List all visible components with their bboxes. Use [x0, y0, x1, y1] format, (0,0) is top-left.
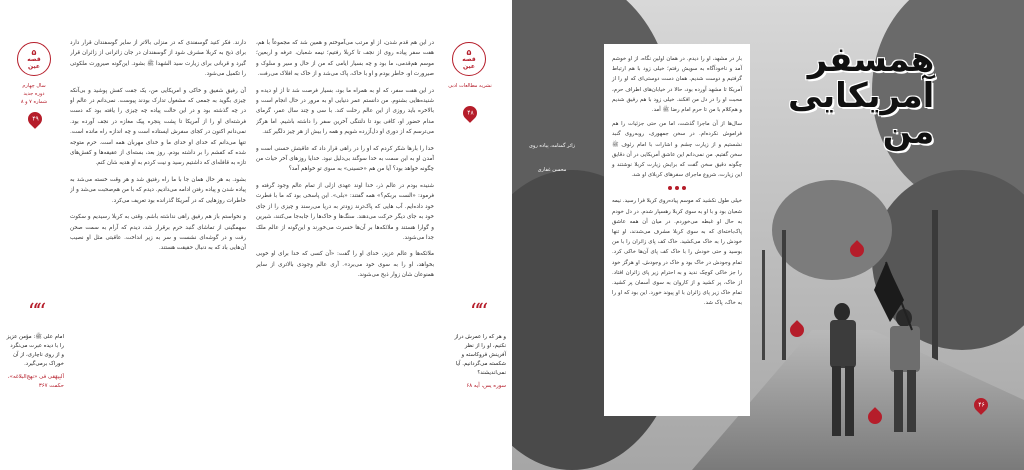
emblem-word-1: قصه: [27, 55, 41, 63]
paragraph: سال‌ها از آن ماجرا گذشت، اما من حتی جزئیات را هم فراموش نکرده‌ام. در سخن جمهوری، روبه‌روی گنبد نشستیم و از زیارت چشم و اشارات با امام رئوف ﷺ سخن گفتیم. من نمی‌دانم این عاشق آمریکایی در آن دقایق چگونه دقیق سخن گفت که برایش زیارت کربلا نوشتند و این زیارت، شروع ماجرای سفرهای کربلای او شد.: [612, 121, 742, 179]
page-number-badge-inner: [460, 103, 480, 123]
section-label: نشریه مطالعات ادبی: [448, 83, 492, 89]
photo-caption: زائر گمنامه، پیاده روی: [528, 143, 575, 149]
emblem-word-2: عین: [463, 62, 475, 70]
year-label: سال چهارم: [22, 83, 46, 89]
left-margin-quote: [6, 300, 64, 391]
paragraph: خیلی طول نکشید که موسم پیاده‌روی کربلا فرا رسید. نیمه شعبان بود و با او به سوی کربلا رهسپار شدم. در دل خودم به حال او غبطه می‌خوردم. در میان آن همه عاشق پاک‌باخته‌ای که به سوی کربلا مشرف می‌شدند، او تنها خودش را به خاک می‌کشید. خاک کف پای زائران را با من بوسید و حتی خودش را با خاک کف پای آن‌ها خاکی کرد. تمام وجودش در خاک بود و خاک در وجودش. او هرگز خود را جز خاکی کوچک ندید و به احترام زیر پای زائران افتاد. از خاک، پر کشید و از کاروان به سوی آسمان پر کشید. تمام خاک زیر پای زائران با او پیوند خورد. این بود که او را به خاک، پاک شد.: [612, 198, 742, 307]
title-line-3: من: [882, 112, 935, 152]
paragraph: در این هفت سفر، که او به همراه ما بود، بسیار فرصت شد تا از او دیده و شنیده‌هایی بشنوم. من دانستم عمر دنیایی او به مرور در حال انجام است و بالاخره باید روزی از این عالم رحلت کند. با سی و چند سال عمر، گرمای مدام حضور او، کافی بود تا دلتنگی آخرین سفر را داشته باشیم. اما هرگز می‌ترسم که از دوری او دل‌آزرده شویم و همه را بیش از هر چیز دلگیر کند.: [256, 87, 434, 136]
quote-mark-icon: ““: [469, 300, 485, 325]
emblem-word-1: قصه: [462, 55, 476, 63]
left-margin-quote-text: امام علی ﷺ: مؤمن عزیز را با دیده عبرت می‌نگرد و از روی ناچاری، از آن خوراک برمی‌گیرد.: [6, 334, 64, 367]
photo-author: محسن غفاری: [537, 167, 567, 173]
left-margin-quote-source: اَلبِیهَقی فی «نهج‌البلاغه»، حکمت ۳۶۷: [7, 374, 64, 389]
inner-margin-quote: [448, 300, 506, 391]
page-number-badge: [25, 109, 45, 129]
text-column-inner: [256, 38, 434, 438]
paragraph: بشود. به هر حال همان جا با ما راه رفتیق شد و هر وقت خسته می‌شد به پیاده شدن و پیاده رفتن ادامه می‌دادیم. دیدم که با من هم‌صحبت می‌شد و از خاطرات روزهایی که در آمریکا گذرانده بود تعریف می‌کرد.: [70, 176, 246, 204]
issue-label: شماره ۷ و ۸: [20, 99, 48, 105]
page-number: ۴۸: [466, 109, 474, 117]
emblem-number: ۵: [466, 47, 472, 57]
title-line-1: همسفر: [807, 40, 935, 80]
right-page: [512, 0, 1024, 470]
period-label: دوره جدید: [23, 91, 45, 97]
paragraph: آن رفیق شفیق و خاکی و امریکایی من، یک جفت کفش پوشید و بی‌آنکه چیزی بگوید به جمعی که مشغول تدارک بودند پیوست. نمی‌دانم در عالم او در چه گذشته بود و در این حالت پیاده چه چیزی را یافته بود که دست فرشته‌ای او را از آمریکا تا پشت پنجره پیک مغازه در نجف آورده بود. نمی‌دانم اکنون در کجای سفرش ایستاده است و چه اندازه راه مانده است. تنها می‌دانم که خدای او خدای ما و خدای مهربان همه است. حرم متوجه شده که کفشم را بر داشته بودم. روز بعد، بسته‌ای از عقیقه‌ها و کفش‌های تازه به قافله‌ای که داشتیم رسید و نیت کردم به او هدیه شان کنم.: [70, 87, 246, 167]
photo-credit: [522, 142, 582, 174]
paragraph: ملائکه‌ها و عالم عزیز، خدای او را گفت: «آن کسی که خدا برای او خوبی بخواهد، او را به سوی خود می‌برد». آری عالم وجودی بالاتری از سایر همنوعان شان زوار ذبح می‌شوند.: [256, 251, 434, 279]
section-divider-dots: [612, 186, 742, 190]
text-column-outer: [70, 38, 246, 438]
magazine-emblem-inner: [452, 42, 486, 76]
paragraph: در این هم قدم شدن، از او مرتب می‌آموختم و همین شد که مجموعاً با هم، هفت سفر پیاده روی از نجف تا کربلا رفتیم؛ نیمه شعبان، عرفه و اربعین؛ موسم هم‌قدمی، ما بود و چه بسیار ایامی که من از حال و سیر و سلوک و صیرورت او، خاطر بودم و او با خاک، پاک می‌شد و از خاک به افلاک می‌رفت.: [256, 40, 434, 78]
emblem-word-2: عین: [28, 62, 40, 70]
title-line-2: آمریکایی: [788, 76, 935, 116]
emblem-number: ۵: [31, 47, 37, 57]
inner-margin-quote-text: و هر که را عمرش دراز نکنیم، او را از نظر آفرینش فروکاسته و شکسته می‌گردانیم. آیا نمی‌اندیشند؟: [454, 334, 506, 376]
article-title: [788, 42, 934, 150]
paragraph: بار در مشهد، او را دیدم. در همان اولین نگاه، از او خوشم آمد و ناخودآگاه به سویش رفتم؛ خیلی زود با هم ارتباط گرفتیم و دوست شدیم. همان دست دوستی‌ای که او را از آمریکا تا مشهد آورده بود، حالا در خیابان‌های اطراف حرم، محبت او را در دل من افکند. خیلی زود با هم رفیق شدیم و هم‌کلام با من تا حرم امام رضا ﷺ آمد.: [612, 56, 742, 114]
issue-info: [10, 82, 58, 106]
inner-margin-quote-source: سوره یس، آیه ۶۸: [466, 383, 506, 389]
page-number: ۴۶: [977, 401, 985, 409]
paragraph: شنیده بودم در عالم ذر، خدا اوند عهدی ازلی از تمام عالم وجود گرفته و فرمود: «الست بربکم؟» همه گفتند: «بلی». این پاسخی بود که ما با فطرت خود داده‌ایم. آب هایی که پاک‌ترند زودتر به دریا می‌رسند و چیزی را از جای خود به جای دیگر حرکت می‌دهند. سنگ‌ها و خاک‌ها را جابه‌جا می‌کنند، شیرین و گوارا هستند و ملائکه‌ها بر آن‌ها حسرت می‌خورند و این‌گونه از عالم ملک جدا می‌شوند.: [256, 182, 434, 241]
magazine-emblem: [17, 42, 51, 76]
page-number: ۴۹: [31, 115, 39, 123]
quote-mark-icon: ““: [27, 300, 43, 325]
story-text-panel: [604, 44, 750, 416]
paragraph: دارند. فکر کنید گوسفندی که در منزلی بالاتر از سایر گوسفندان قرار دارد برای ذبح به کربلا مشرف شود از گوسفندان در جان زائرانی از زائران قرار گیرد و قربانی برای زیارت سید الشهدا ﷺ بشود. این‌گونه صیرورت ملکوتی را تکمیل می‌شود.: [70, 40, 246, 78]
pilgrims-road-photo: [512, 0, 1024, 470]
paragraph: و نخواستم باز هم رفیق راهی نداشته باشم. وقتی به کربلا رسیدیم و سکوت سهمگینی از تماشای گنبد حرم برقرار شد، دیدم که آرام به سمت صحن رفت و در گوشه‌ای نشست و سر به زیر انداخت. عاقبتی مثل او نصیب آن‌هایی باد که به دنبال حقیقت هستند.: [70, 214, 246, 252]
paragraph: خدا را بارها شکر کردم که او را در راهی قرار داد که عاقبتش حسنی است و آمدن او به این سمت به خدا سوگند بی‌دلیل نبود. خدایا روزهای آخر حیات من چگونه خواهد بود؟ آیا من هم «حسینی» به سوی تو خواهم آمد؟: [256, 145, 434, 173]
